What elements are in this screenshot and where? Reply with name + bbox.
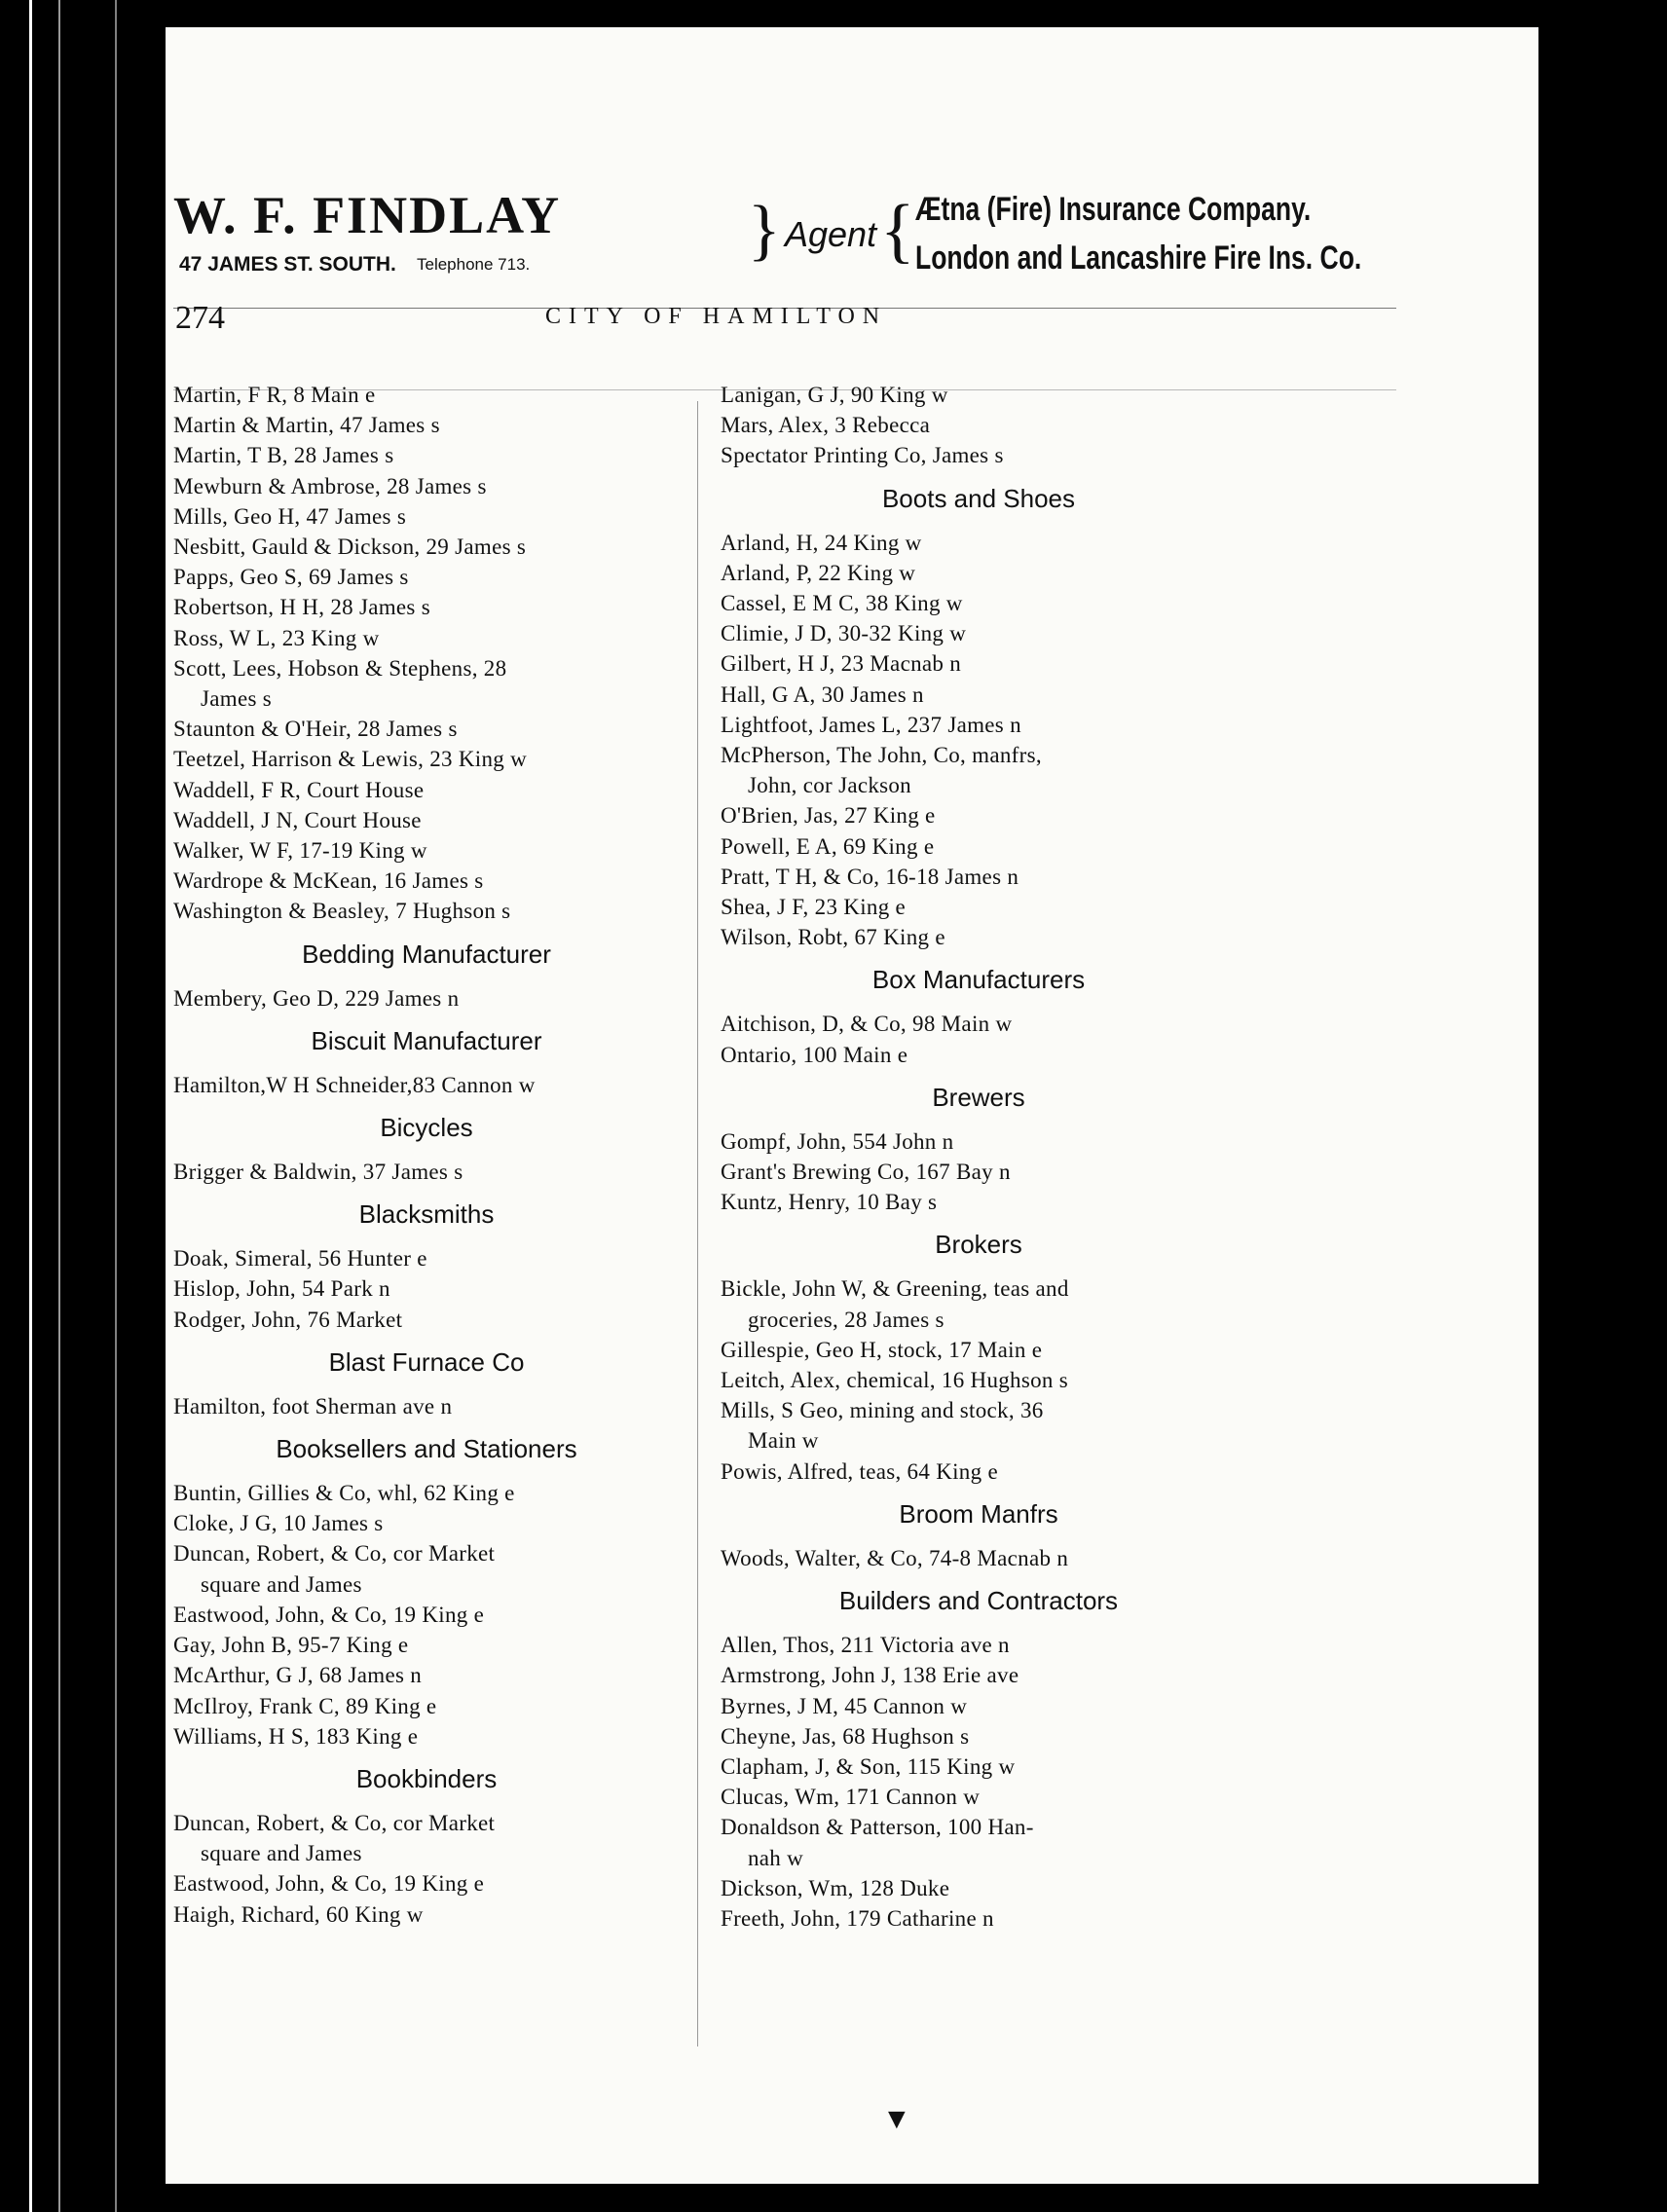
section-heading: Box Manufacturers	[871, 965, 1086, 995]
directory-entry: Nesbitt, Gauld & Dickson, 29 James s	[173, 535, 527, 560]
directory-entry: Williams, H S, 183 King e	[173, 1723, 419, 1749]
directory-entry: Lightfoot, James L, 237 James n	[721, 712, 1021, 737]
directory-entry: Gay, John B, 95-7 King e	[173, 1633, 409, 1658]
directory-entry: Martin, F R, 8 Main e	[173, 383, 376, 407]
directory-entry-continuation: nah w	[748, 1845, 804, 1870]
directory-entry: Duncan, Robert, & Co, cor Market	[173, 1541, 496, 1567]
directory-entry: Bickle, John W, & Greening, teas and	[721, 1276, 1069, 1302]
directory-entry: Brigger & Baldwin, 37 James s	[173, 1160, 463, 1185]
directory-entry: Robertson, H H, 28 James s	[173, 595, 430, 620]
directory-entry: Spectator Printing Co, James s	[721, 443, 1004, 468]
directory-entry: Staunton & O'Heir, 28 James s	[173, 717, 458, 742]
directory-entry: Clucas, Wm, 171 Cannon w	[721, 1785, 981, 1810]
directory-entry: Eastwood, John, & Co, 19 King e	[173, 1602, 485, 1627]
directory-entry-continuation: square and James	[201, 1841, 362, 1866]
right-column	[721, 380, 1237, 1934]
brace-icon: }	[748, 193, 781, 268]
directory-entry: Martin, T B, 28 James s	[173, 443, 394, 468]
section-heading: Booksellers and Stationers	[276, 1434, 577, 1464]
directory-entry: Climie, J D, 30-32 King w	[721, 621, 967, 646]
directory-entry: Lanigan, G J, 90 King w	[721, 383, 948, 407]
agent-label: Agent	[785, 214, 877, 254]
section-heading: Blacksmiths	[358, 1199, 495, 1230]
directory-entry: Aitchison, D, & Co, 98 Main w	[721, 1012, 1013, 1037]
directory-entry: Hislop, John, 54 Park n	[173, 1276, 390, 1302]
directory-entry: Hamilton, foot Sherman ave n	[173, 1393, 453, 1419]
directory-entry: Gilbert, H J, 23 Macnab n	[721, 651, 962, 677]
directory-entry: Wilson, Robt, 67 King e	[721, 925, 945, 950]
section-heading: Bookbinders	[355, 1763, 498, 1793]
directory-entry: Powis, Alfred, teas, 64 King e	[721, 1458, 998, 1484]
section-heading: Builders and Contractors	[838, 1586, 1119, 1616]
section-heading: Brewers	[932, 1082, 1025, 1112]
directory-entry: Clapham, J, & Son, 115 King w	[721, 1753, 1016, 1779]
directory-entry-continuation: James s	[201, 686, 273, 712]
directory-entry: Mewburn & Ambrose, 28 James s	[173, 473, 487, 498]
directory-entry: Waddell, J N, Court House	[173, 807, 422, 832]
directory-entry: Rodger, John, 76 Market	[173, 1307, 403, 1332]
directory-entry-continuation: square and James	[201, 1571, 362, 1597]
directory-entry: Cheyne, Jas, 68 Hughson s	[721, 1723, 970, 1749]
column-divider	[697, 401, 698, 2046]
section-heading: Bedding Manufacturer	[302, 939, 551, 969]
section-heading: Broom Manfrs	[899, 1498, 1058, 1529]
directory-entry: Buntin, Gillies & Co, whl, 62 King e	[173, 1481, 515, 1506]
directory-entry: Martin & Martin, 47 James s	[173, 413, 440, 438]
directory-entry: Scott, Lees, Hobson & Stephens, 28	[173, 655, 507, 681]
directory-entry: Arland, P, 22 King w	[721, 560, 916, 585]
directory-entry: Mills, Geo H, 47 James s	[173, 503, 407, 529]
directory-entry: Papps, Geo S, 69 James s	[173, 565, 409, 590]
directory-entry: Cloke, J G, 10 James s	[173, 1511, 384, 1536]
directory-entry: McPherson, The John, Co, manfrs,	[721, 743, 1042, 768]
directory-entry: Kuntz, Henry, 10 Bay s	[721, 1190, 938, 1215]
directory-entry: Gompf, John, 554 John n	[721, 1128, 954, 1154]
running-head: CITY OF HAMILTON	[545, 304, 888, 329]
directory-entry: Grant's Brewing Co, 167 Bay n	[721, 1160, 1011, 1185]
advertiser-name: W. F. FINDLAY	[173, 186, 562, 244]
left-column	[173, 380, 680, 1930]
directory-entry: Byrnes, J M, 45 Cannon w	[721, 1693, 968, 1718]
directory-entry: Waddell, F R, Court House	[173, 777, 425, 802]
section-heading: Boots and Shoes	[881, 483, 1076, 513]
insurance-company: London and Lancashire Fire Ins. Co.	[915, 240, 1362, 276]
advertiser-address: 47 JAMES ST. SOUTH.	[179, 253, 396, 276]
directory-entry: Ross, W L, 23 King w	[173, 625, 380, 650]
advertiser-telephone: Telephone 713.	[417, 255, 531, 274]
section-heading: Biscuit Manufacturer	[311, 1025, 542, 1055]
directory-entry: Wardrope & McKean, 16 James s	[173, 868, 484, 894]
section-heading: Bicycles	[380, 1113, 473, 1143]
directory-entry: O'Brien, Jas, 27 King e	[721, 803, 936, 829]
binding-edge-line	[29, 0, 32, 2212]
directory-entry: Mills, S Geo, mining and stock, 36	[721, 1398, 1044, 1423]
advertisement-banner	[173, 175, 1410, 302]
directory-entry: Cassel, E M C, 38 King w	[721, 591, 963, 616]
directory-entry: Leitch, Alex, chemical, 16 Hughson s	[721, 1368, 1069, 1393]
directory-entry: Teetzel, Harrison & Lewis, 23 King w	[173, 747, 528, 772]
directory-entry: Washington & Beasley, 7 Hughson s	[173, 899, 511, 924]
directory-entry: McIlroy, Frank C, 89 King e	[173, 1693, 437, 1718]
directory-entry: McArthur, G J, 68 James n	[173, 1663, 423, 1688]
binding-edge-line	[115, 0, 117, 2212]
directory-entry: Doak, Simeral, 56 Hunter e	[173, 1246, 427, 1272]
insurance-company: Ætna (Fire) Insurance Company.	[915, 191, 1312, 228]
directory-entry: Ontario, 100 Main e	[721, 1042, 908, 1067]
directory-entry: Woods, Walter, & Co, 74-8 Macnab n	[721, 1545, 1069, 1570]
section-heading: Blast Furnace Co	[328, 1346, 525, 1377]
binding-edge-line	[58, 0, 60, 2212]
section-heading: Brokers	[935, 1230, 1022, 1260]
directory-entry: Gillespie, Geo H, stock, 17 Main e	[721, 1337, 1043, 1362]
directory-entry: Allen, Thos, 211 Victoria ave n	[721, 1633, 1010, 1658]
page-number: 274	[175, 300, 225, 336]
directory-entry-continuation: John, cor Jackson	[748, 773, 911, 798]
printer-mark-icon: ▼	[882, 2103, 911, 2135]
directory-entry: Pratt, T H, & Co, 16-18 James n	[721, 864, 1019, 889]
directory-entry: Membery, Geo D, 229 James n	[173, 985, 460, 1011]
directory-entry: Hall, G A, 30 James n	[721, 682, 924, 707]
directory-entry: Hamilton,W H Schneider,83 Cannon w	[173, 1072, 536, 1097]
directory-entry: Donaldson & Patterson, 100 Han-	[721, 1815, 1034, 1840]
directory-entry: Mars, Alex, 3 Rebecca	[721, 413, 931, 438]
directory-entry-continuation: Main w	[748, 1428, 819, 1454]
directory-entry: Armstrong, John J, 138 Erie ave	[721, 1663, 1019, 1688]
directory-entry: Freeth, John, 179 Catharine n	[721, 1905, 994, 1931]
directory-entry: Powell, E A, 69 King e	[721, 833, 935, 859]
directory-entry: Haigh, Richard, 60 King w	[173, 1901, 424, 1927]
directory-entry: Dickson, Wm, 128 Duke	[721, 1875, 950, 1900]
directory-entry: Duncan, Robert, & Co, cor Market	[173, 1810, 496, 1835]
directory-entry: Arland, H, 24 King w	[721, 530, 922, 555]
directory-entry-continuation: groceries, 28 James s	[748, 1307, 945, 1332]
brace-icon: {	[880, 191, 915, 271]
directory-entry: Eastwood, John, & Co, 19 King e	[173, 1871, 485, 1897]
directory-entry: Walker, W F, 17-19 King w	[173, 838, 427, 864]
directory-entry: Shea, J F, 23 King e	[721, 895, 907, 920]
